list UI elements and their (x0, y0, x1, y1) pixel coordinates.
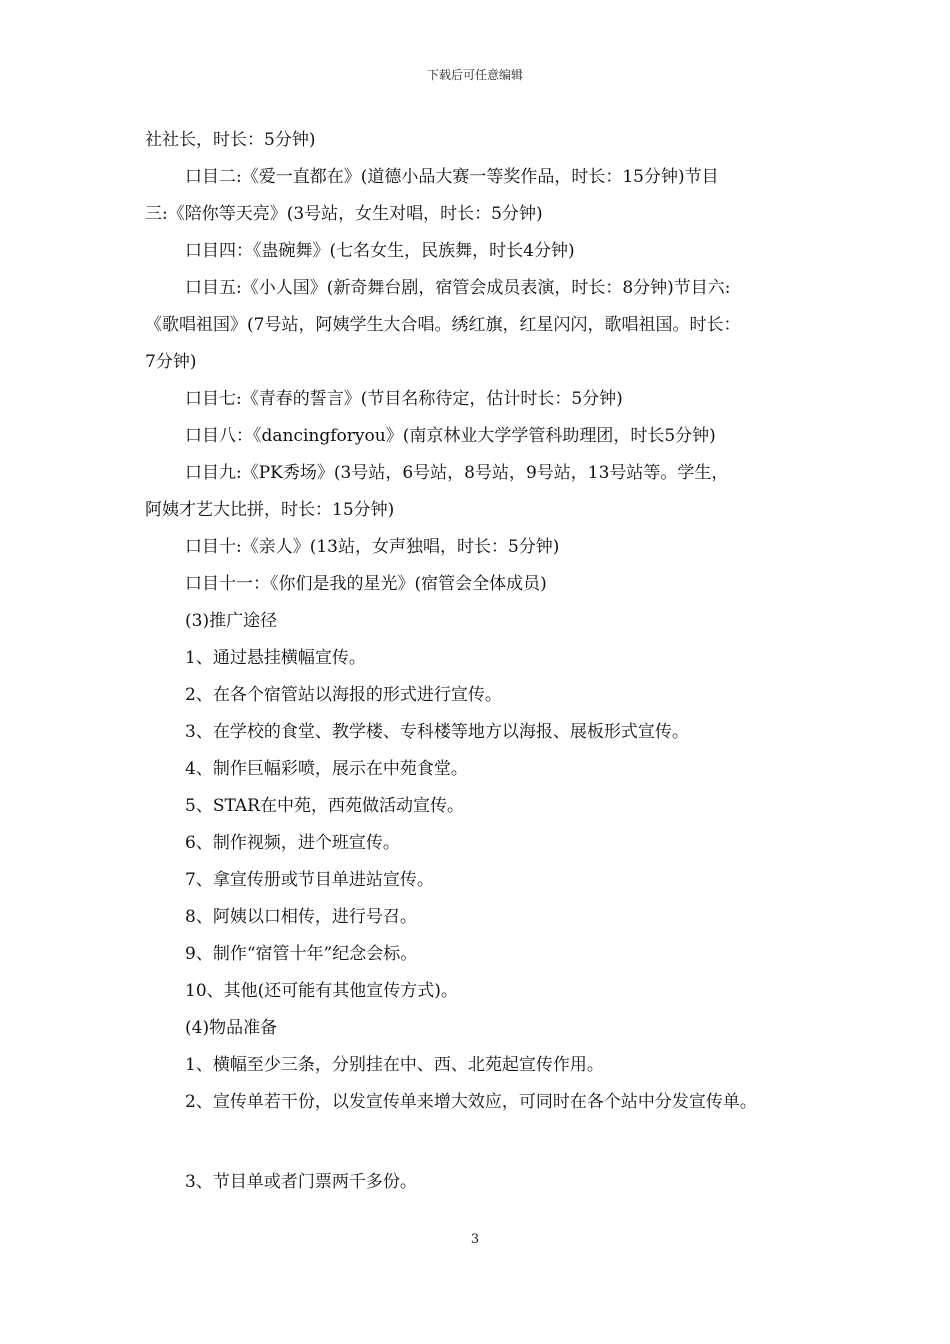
list-item: 10、其他(还可能有其他宣传方式)。 (185, 981, 458, 1001)
page-number: 3 (470, 1232, 480, 1247)
list-item: 4、制作巨幅彩喷，展示在中苑食堂。 (185, 759, 468, 779)
list-item: 7、拿宣传册或节目单进站宣传。 (185, 870, 434, 890)
text-line: 口目七:《青春的誓言》(节目名称待定，估计时长：5分钟) (185, 389, 623, 409)
text-line: 口目二:《爱一直都在》(道德小品大赛一等奖作品，时长：15分钟)节目 (185, 167, 719, 187)
text-line: 口目十一：《你们是我的星光》(宿管会全体成员) (185, 574, 547, 594)
list-item: 9、制作“宿管十年”纪念会标。 (185, 944, 418, 964)
list-item: 2、宣传单若干份，以发宣传单来增大效应，可同时在各个站中分发宣传单。 (185, 1092, 757, 1112)
text-line: 《歌唱祖国》(7号站，阿姨学生大合唱。绣红旗，红星闪闪，歌唱祖国。时长： (145, 315, 741, 335)
text-line: 口目八：《dancingforyou》(南京林业大学学管科助理团，时长5分钟) (185, 426, 716, 446)
text-line: 口目九:《PK秀场》(3号站，6号站，8号站，9号站，13号站等。学生， (185, 463, 729, 483)
text-line: 7分钟) (145, 352, 197, 372)
list-item: 6、制作视频，进个班宣传。 (185, 833, 400, 853)
list-item: 3、在学校的食堂、教学楼、专科楼等地方以海报、展板形式宣传。 (185, 722, 689, 742)
text-line: 社社长，时长：5分钟) (145, 130, 316, 150)
paragraph-gap (145, 1121, 817, 1164)
text-line: 口目十:《亲人》(13站，女声独唱，时长：5分钟) (185, 537, 560, 557)
text-line: 口目四：《蛊碗舞》(七名女生，民族舞，时长4分钟) (185, 241, 575, 261)
list-item: 2、在各个宿管站以海报的形式进行宣传。 (185, 685, 502, 705)
list-item: 1、通过悬挂横幅宣传。 (185, 648, 366, 668)
page-header: 下载后可任意编辑 (426, 68, 523, 82)
text-line: 阿姨才艺大比拼，时长：15分钟) (145, 500, 395, 520)
list-item: 5、STAR在中苑，西苑做活动宣传。 (185, 796, 464, 816)
list-item: 1、横幅至少三条，分别挂在中、西、北苑起宣传作用。 (185, 1055, 604, 1075)
text-line: 口目五:《小人国》(新奇舞台剧，宿管会成员表演，时长：8分钟)节目六: (185, 278, 731, 298)
section-heading: (3)推广途径 (185, 611, 278, 631)
list-item: 3、节目单或者门票两千多份。 (185, 1172, 417, 1192)
text-line: 三:《陪你等天亮》(3号站，女生对唱，时长：5分钟) (145, 204, 543, 224)
document-body (145, 122, 817, 1201)
section-heading: (4)物品准备 (185, 1018, 278, 1038)
list-item: 8、阿姨以口相传，进行号召。 (185, 907, 417, 927)
